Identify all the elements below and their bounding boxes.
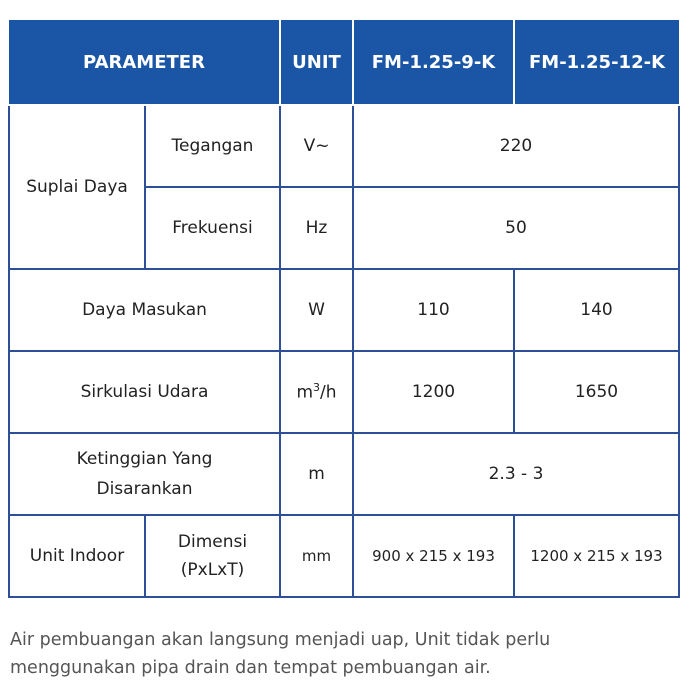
ketinggian-label-line-1: Ketinggian Yang [76, 449, 213, 469]
table-row [9, 351, 679, 433]
daya-masukan-value-2: 140 [514, 269, 679, 351]
daya-masukan-unit: W [280, 269, 353, 351]
suplai-daya-label: Suplai Daya [9, 105, 145, 269]
ketinggian-value: 2.3 - 3 [353, 433, 679, 515]
tegangan-unit: V~ [280, 105, 353, 187]
ketinggian-unit: m [280, 433, 353, 515]
spec-table [8, 20, 680, 598]
unit-superscript: 3 [313, 381, 321, 395]
unit-tail: /h [320, 382, 337, 403]
header-model-2: FM-1.25-12-K [514, 20, 679, 105]
daya-masukan-value-1: 110 [353, 269, 514, 351]
dimensi-label-line-1: Dimensi [177, 532, 248, 552]
table-row [9, 105, 679, 187]
dimensi-unit: mm [280, 515, 353, 597]
frekuensi-label: Frekuensi [145, 187, 280, 269]
footnote-line-2: menggunakan pipa drain dan tempat pembuangan air. [10, 658, 491, 678]
sirkulasi-udara-value-1: 1200 [353, 351, 514, 433]
sirkulasi-udara-label: Sirkulasi Udara [9, 351, 280, 433]
dimensi-label-line-2: (PxLxT) [180, 560, 245, 580]
table-row [9, 269, 679, 351]
tegangan-label: Tegangan [145, 105, 280, 187]
header-parameter: PARAMETER [9, 20, 280, 105]
dimensi-value-1: 900 x 215 x 193 [353, 515, 514, 597]
footnote [10, 626, 690, 682]
table-row [9, 515, 679, 597]
frekuensi-value: 50 [353, 187, 679, 269]
tegangan-value: 220 [353, 105, 679, 187]
frekuensi-unit: Hz [280, 187, 353, 269]
daya-masukan-label: Daya Masukan [9, 269, 280, 351]
ketinggian-label [9, 433, 280, 515]
unit-indoor-label: Unit Indoor [9, 515, 145, 597]
spec-table-container [8, 20, 678, 598]
footnote-line-1: Air pembuangan akan langsung menjadi uap, Unit tidak perlu [10, 630, 551, 650]
table-row [9, 433, 679, 515]
header-unit: UNIT [280, 20, 353, 105]
sirkulasi-udara-unit [280, 351, 353, 433]
dimensi-label [145, 515, 280, 597]
dimensi-value-2: 1200 x 215 x 193 [514, 515, 679, 597]
header-row [9, 20, 679, 105]
unit-base: m [296, 382, 314, 403]
ketinggian-label-line-2: Disarankan [96, 479, 193, 499]
sirkulasi-udara-value-2: 1650 [514, 351, 679, 433]
header-model-1: FM-1.25-9-K [353, 20, 514, 105]
